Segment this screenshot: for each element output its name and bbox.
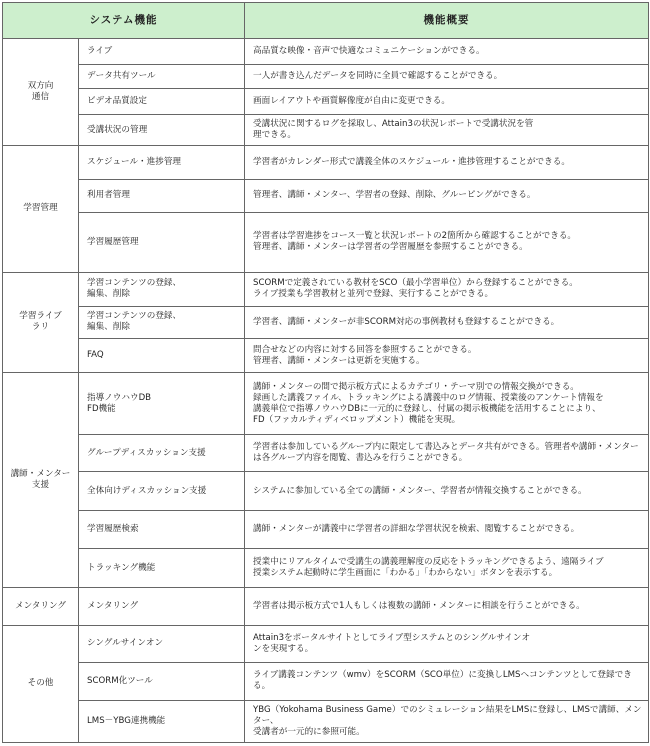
description-cell: YBG（Yokohama Business Game）でのシミュレーション結果をLMSに登録し、LMSで講師、メンター、 受講者が一元的に参照可能。 [245,700,649,742]
description-cell: 講師・メンターが講義中に学習者の詳細な学習状況を検索、閲覧することができる。 [245,511,649,549]
category-cell: 講師・メンター 支援 [3,373,79,588]
table-row [3,549,649,588]
table-row [3,272,649,306]
table-row [3,146,649,180]
feature-cell: ライブ [79,39,245,65]
header-system-feature: システム機能 [3,3,245,39]
description-cell: 受講状況に関するログを採取し、Attain3の状況レポートで受講状況を管 理できる。 [245,115,649,146]
table-row [3,89,649,115]
feature-cell: 受講状況の管理 [79,115,245,146]
table-row [3,588,649,625]
description-cell: 学習者は掲示板方式で1人もしくは複数の講師・メンターに相談を行うことができる。 [245,588,649,625]
feature-cell: FAQ [79,339,245,373]
header-feature-summary: 機能概要 [245,3,649,39]
feature-cell: データ共有ツール [79,64,245,89]
feature-cell: SCORM化ツール [79,662,245,700]
category-cell: 学習ライブ ラリ [3,272,79,373]
table-row [3,306,649,339]
feature-cell: メンタリング [79,588,245,625]
table-row [3,625,649,662]
description-cell: 学習者がカレンダー形式で講義全体のスケジュール・進捗管理することができる。 [245,146,649,180]
description-cell: 問合せなどの内容に対する回答を参照することができる。 管理者、講師・メンターは更新を実施する。 [245,339,649,373]
feature-cell: 学習コンテンツの登録、 編集、削除 [79,272,245,306]
description-cell: 学習者は学習進捗をコース一覧と状況レポートの2箇所から確認することができる。 管理者、講師・メンターは学習者の学習履歴を参照することができる。 [245,212,649,272]
table-row [3,179,649,212]
feature-cell: 学習コンテンツの登録、 編集、削除 [79,306,245,339]
description-cell: SCORMで定義されている教材をSCO（最小学習単位）から登録することができる。 ライブ授業も学習教材と並列で登録、実行することができる。 [245,272,649,306]
feature-cell: グループディスカッション支援 [79,435,245,472]
table-row [3,472,649,511]
description-cell: ライブ講義コンテンツ（wmv）をSCORM（SCO単位）に変換しLMSへコンテンツとして登録できる。 [245,662,649,700]
feature-cell: 指導ノウハウDB FD機能 [79,373,245,435]
feature-cell: LMS－YBG連携機能 [79,700,245,742]
feature-cell: 利用者管理 [79,179,245,212]
category-cell: その他 [3,625,79,742]
description-cell: 一人が書き込んだデータを同時に全員で確認することができる。 [245,64,649,89]
description-cell: 画面レイアウトや画質解像度が自由に変更できる。 [245,89,649,115]
table-row [3,511,649,549]
feature-cell: 全体向けディスカッション支援 [79,472,245,511]
table-row [3,700,649,742]
table-header-row [3,3,649,39]
feature-cell: スケジュール・進捗管理 [79,146,245,180]
category-cell: 学習管理 [3,146,79,273]
table-row [3,662,649,700]
feature-cell: トラッキング機能 [79,549,245,588]
feature-table [2,2,649,743]
table-row [3,339,649,373]
feature-cell: シングルサインオン [79,625,245,662]
feature-cell: ビデオ品質設定 [79,89,245,115]
category-cell: メンタリング [3,588,79,625]
category-cell: 双方向 通信 [3,39,79,146]
feature-cell: 学習履歴管理 [79,212,245,272]
description-cell: 学習者は参加しているグループ内に限定して書込みとデータ共有ができる。管理者や講師・メンター は各グループ内容を閲覧、書込みを行うことができる。 [245,435,649,472]
table-row [3,435,649,472]
table-row [3,64,649,89]
table-row [3,39,649,65]
table-row [3,373,649,435]
description-cell: 管理者、講師・メンター、学習者の登録、削除、グルーピングができる。 [245,179,649,212]
table-row [3,212,649,272]
description-cell: Attain3をポータルサイトとしてライブ型システムとのシングルサインオ ンを実現する。 [245,625,649,662]
description-cell: 授業中にリアルタイムで受講生の講義理解度の反応をトラッキングできるよう、遠隔ライブ 授業システム起動時に学生画面に「わかる」「わからない」ボタンを表示する。 [245,549,649,588]
table-row [3,115,649,146]
feature-cell: 学習履歴検索 [79,511,245,549]
description-cell: 学習者、講師・メンターが非SCORM対応の事例教材も登録することができる。 [245,306,649,339]
description-cell: 高品質な映像・音声で快適なコミュニケーションができる。 [245,39,649,65]
description-cell: 講師・メンターの間で掲示板方式によるカテゴリ・テーマ別での情報交換ができる。 録画した講義ファイル、トラッキングによる講義中のログ情報、授業後のアンケート情報を 講義単位で指導ノウハウDBに一元的に登録し、付属の掲示板機能を活用することにより、 FD（ファカルティディベロップメント）機能を実現。 [245,373,649,435]
description-cell: システムに参加している全ての講師・メンター、学習者が情報交換することができる。 [245,472,649,511]
